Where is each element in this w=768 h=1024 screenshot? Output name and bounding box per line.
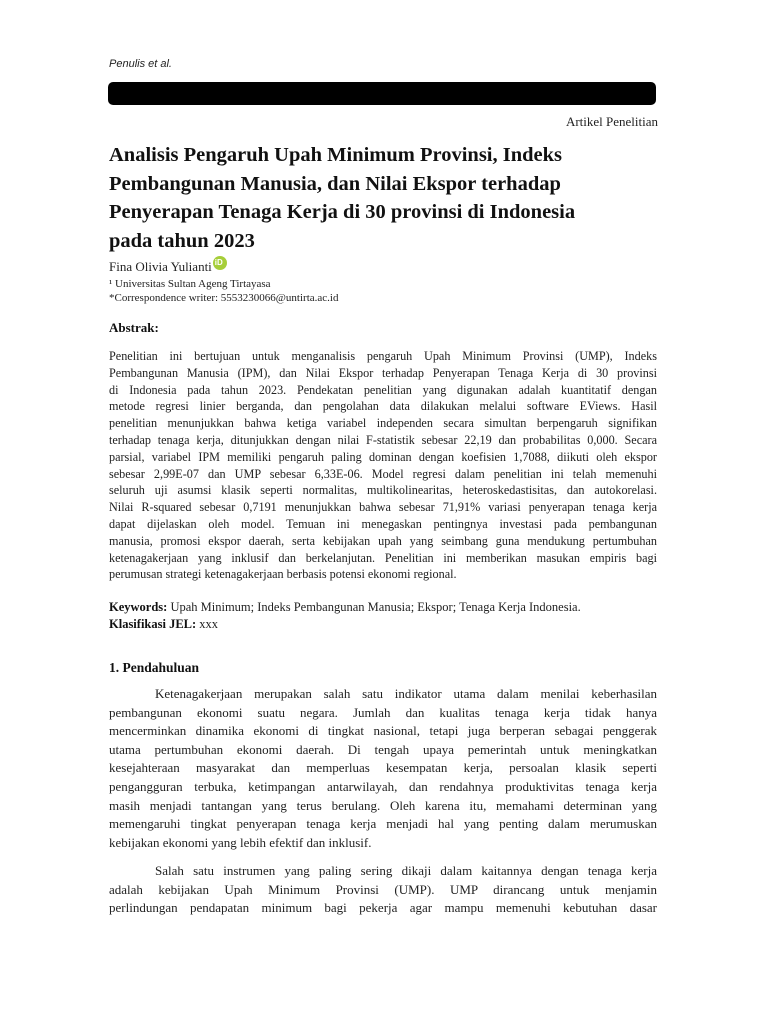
abstract-line: di Indonesia pada tahun 2023. Pendekatan penelitian yang digunakan adalah kuantitatif dengan: [109, 382, 657, 397]
author-name: Fina Olivia Yulianti: [109, 259, 212, 274]
keywords-value: Upah Minimum; Indeks Pembangunan Manusia; Ekspor; Tenaga Kerja Indonesia.: [167, 600, 581, 614]
author-line: [109, 259, 227, 275]
intro-paragraph-2: [109, 862, 657, 918]
body-line: mencerminkan dinamika ekonomi di tingkat nasional, tetapi juga berperan sebagai penggerak: [109, 723, 657, 739]
abstract-line: sebesar 2,99E-07 dan UMP sebesar 6,33E-06. Model regresi dalam penelitian ini telah memenuhi: [109, 466, 657, 481]
section-heading: 1. Pendahuluan: [109, 660, 200, 675]
title-line: pada tahun 2023: [109, 229, 255, 252]
header-bar: [108, 82, 656, 105]
keywords-line: [109, 599, 657, 616]
abstract-body: [109, 348, 657, 583]
jel-label: Klasifikasi JEL:: [109, 617, 197, 631]
abstract-line: seluruh uji asumsi klasik seperti normalitas, multikolinearitas, heteroskedastisitas, dan autokorelasi.: [109, 483, 657, 498]
jel-line: [109, 616, 657, 633]
body-line: adalah kebijakan Upah Minimum Provinsi (UMP). UMP dirancang untuk menjamin: [109, 881, 657, 897]
abstract-line: metode regresi linier berganda, dan pengolahan data dilakukan melalui software EViews. Hasil: [109, 399, 657, 414]
body-line: kebijakan ekonomi yang lebih efektif dan inklusif.: [109, 834, 372, 850]
abstract-line: penelitian menunjukkan bahwa ketiga variabel independen secara simultan berpengaruh signifikan: [109, 416, 657, 431]
orcid-icon[interactable]: [213, 256, 227, 270]
affiliation-block: [109, 277, 338, 305]
abstract-heading: Abstrak:: [109, 320, 159, 335]
article-type-label: Artikel Penelitian: [565, 114, 658, 129]
running-head: Penulis et al.: [109, 58, 172, 70]
paper-title: [109, 141, 657, 255]
body-line: pembangunan ekonomi suatu negara. Jumlah dan kualitas tenaga kerja tidak hanya: [109, 704, 657, 720]
title-line: Penyerapan Tenaga Kerja di 30 provinsi di Indonesia: [109, 201, 576, 223]
keywords-label: Keywords:: [109, 600, 168, 614]
abstract-line: manusia, promosi ekspor daerah, serta kebijakan upah yang seimbang guna mendukung pertumbuhan: [109, 533, 657, 548]
abstract-line: parsial, variabel IPM memiliki pengaruh paling dominan dengan koefisien 1,7088, diikuti oleh ekspor: [109, 449, 657, 464]
abstract-line: perumusan strategi ketenagakerjaan berbasis potensi ekonomi regional.: [109, 567, 457, 582]
body-line: Salah satu instrumen yang paling sering dikaji dalam kaitannya dengan tenaga kerja: [155, 863, 657, 878]
body-line: masih menjadi tantangan yang terus berulang. Oleh karena itu, memahami determinan yang: [109, 797, 657, 813]
intro-paragraph-1: [109, 685, 657, 852]
body-line: memengaruhi tingkat penyerapan tenaga kerja menjadi hal yang penting dalam merumuskan: [109, 816, 657, 832]
body-line: Ketenagakerjaan merupakan salah satu indikator utama dalam menilai keberhasilan: [155, 686, 657, 701]
title-line: Pembangunan Manusia, dan Nilai Ekspor terhadap: [109, 172, 561, 195]
correspondence: *Correspondence writer: 5553230066@untirta.ac.id: [109, 292, 339, 304]
abstract-line: terhadap tenaga kerja, ditunjukkan dengan nilai F-statistik sebesar 22,19 dan probabilitas 0,000. Secara: [109, 432, 657, 447]
abstract-line: Penelitian ini bertujuan untuk menganalisis pengaruh Upah Minimum Provinsi (UMP), Indeks: [109, 349, 657, 363]
affiliation: ¹ Universitas Sultan Ageng Tirtayasa: [109, 278, 271, 290]
keywords-block: [109, 599, 657, 633]
body-line: pengangguran terbuka, ketimpangan antarwilayah, dan rendahnya produktivitas tenaga kerja: [109, 778, 657, 794]
jel-value: xxx: [196, 617, 219, 631]
body-line: perlindungan pendapatan minimum bagi pekerja agar mampu memenuhi kebutuhan dasar: [109, 900, 657, 916]
title-line: Analisis Pengaruh Upah Minimum Provinsi, Indeks: [109, 144, 563, 166]
abstract-line: ketenagakerjaan yang inklusif dan berkelanjutan. Penelitian ini memberikan masukan empiris bagi: [109, 550, 657, 565]
body-line: utama pertumbuhan ekonomi daerah. Di tengah upaya pemerintah untuk meningkatkan: [109, 741, 657, 757]
body-line: kesejahteraan masyarakat dan memperluas kesempatan kerja, persoalan klasik seperti: [109, 760, 657, 776]
abstract-line: Nilai R-squared sebesar 0,7191 menunjukkan bahwa sebesar 71,91% variasi penyerapan tenaga kerja: [109, 500, 657, 515]
abstract-line: dapat dijelaskan oleh model. Temuan ini menegaskan pentingnya investasi pada pembangunan: [109, 516, 657, 531]
abstract-line: Pembangunan Manusia (IPM), dan Nilai Ekspor terhadap Penyerapan Tenaga Kerja di 30 provinsi: [109, 365, 657, 380]
